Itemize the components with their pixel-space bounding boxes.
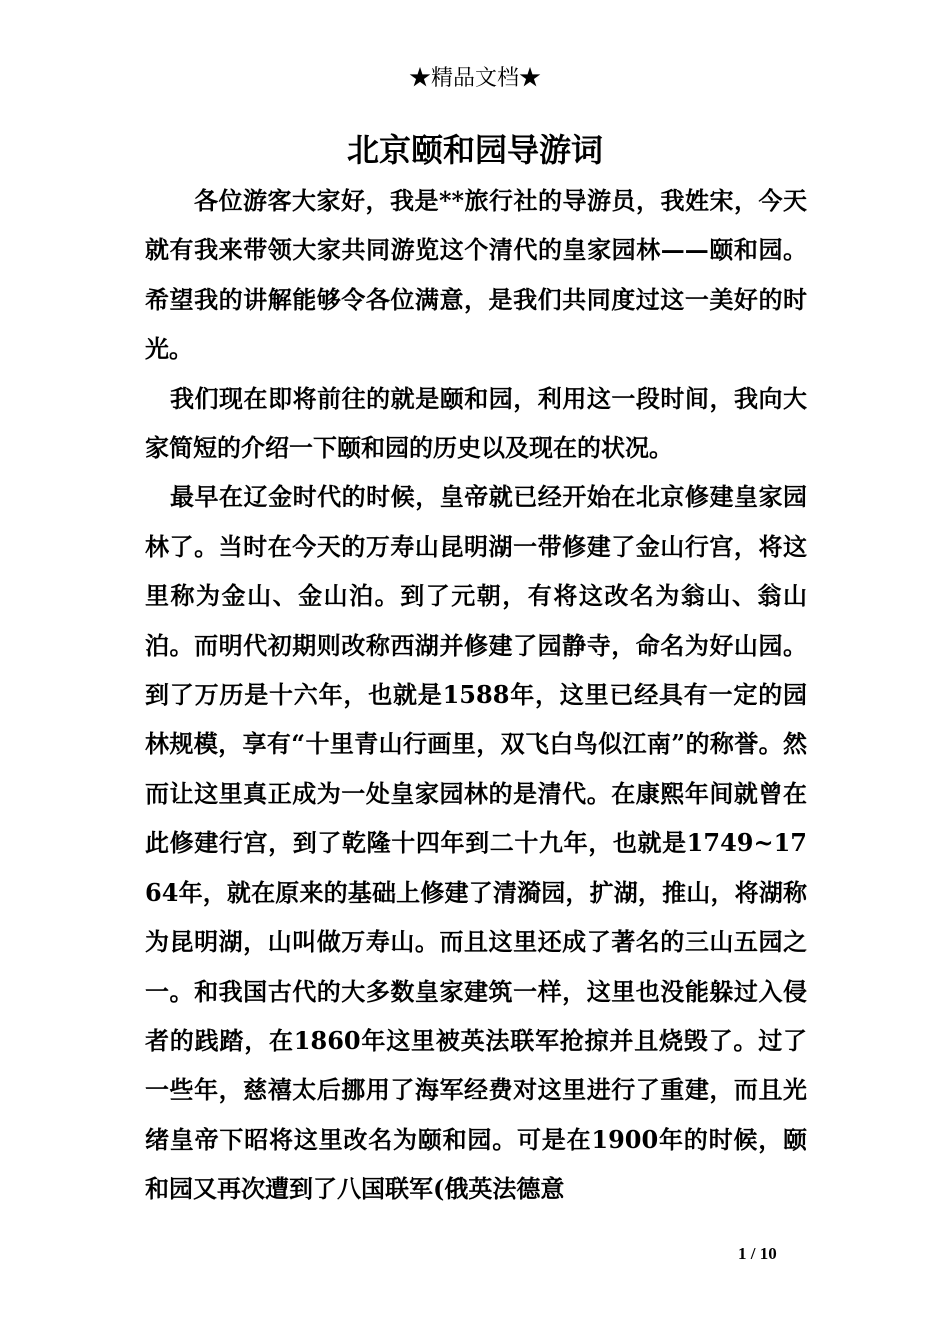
page-number: 1 / 10 <box>738 1244 777 1263</box>
document-body <box>145 176 807 1214</box>
document-title: 北京颐和园导游词 <box>346 131 603 169</box>
paragraph-overview: 我们现在即将前往的就是颐和园，利用这一段时间，我向大家简短的介绍一下颐和园的历史以及现在的状况。 <box>145 383 807 463</box>
page-header: ★精品文档★ <box>408 66 541 91</box>
paragraph-history: 最早在辽金时代的时候，皇帝就已经开始在北京修建皇家园林了。当时在今天的万寿山昆明湖一带修建了金山行宫，将这里称为金山、金山泊。到了元朝，有将这改名为翁山、翁山泊。而明代初期则改称西湖并修建了园静寺，命名为好山园。到了万历是十六年，也就是1588年，这里已经具有一定的园林规模，享有“十里青山行画里，双飞白鸟似江南”的称誉。然而让这里真正成为一处皇家园林的是清代。在康熙年间就曾在此修建行宫，到了乾隆十四年到二十九年，也就是1749~1764年，就在原来的基础上修建了清漪园，扩湖，推山，将湖称为昆明湖，山叫做万寿山。而且这里还成了著名的三山五园之一。和我国古代的大多数皇家建筑一样，这里也没能躲过入侵者的践踏，在1860年这里被英法联军抢掠并且烧毁了。过了一些年，慈禧太后挪用了海军经费对这里进行了重建，而且光绪皇帝下昭将这里改名为颐和园。可是在1900年的时候，颐和园又再次遭到了八国联军(俄英法德意 <box>145 482 807 1204</box>
paragraph-intro: 各位游客大家好，我是**旅行社的导游员，我姓宋，今天就有我来带领大家共同游览这个清代的皇家园林——颐和园。希望我的讲解能够令各位满意，是我们共同度过这一美好的时光。 <box>145 186 807 364</box>
